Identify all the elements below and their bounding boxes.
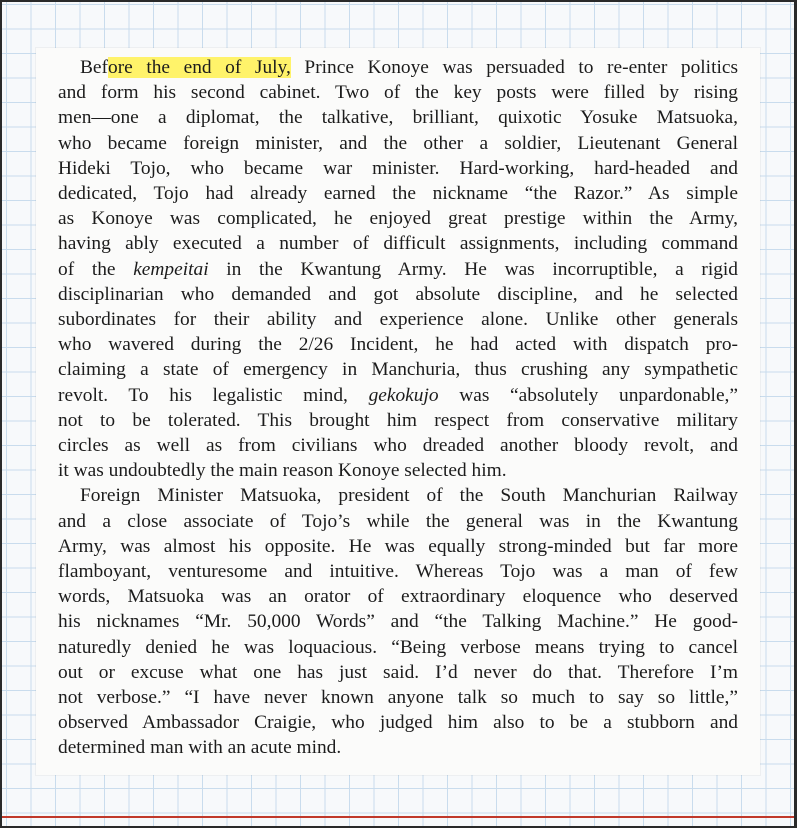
text-line: Before the end of July, Prince Konoye was persuaded to re-enter politics (80, 57, 738, 78)
text-line: men—one a diplomat, the talkative, brilliant, quixotic Yosuke Matsuoka, (58, 107, 738, 129)
text-line: not to be tolerated. This brought him respect from conservative military (58, 409, 738, 431)
text-line: who wavered during the 2/26 Incident, he had acted with dispatch pro- (58, 334, 738, 356)
text-line: not verbose.” “I have never known anyone talk so much to say so little,” (58, 687, 738, 709)
text-line: naturedly denied he was loquacious. “Being verbose means trying to cancel (58, 636, 738, 658)
text-line: circles as well as from civilians who dreaded another bloody revolt, and (58, 435, 738, 457)
text-line: out or excuse what one has just said. I’d never do that. Therefore I’m (58, 661, 738, 683)
text-line: observed Ambassador Craigie, who judged him also to be a stubborn and (58, 712, 738, 734)
text-line: who became foreign minister, and the other a soldier, Lieutenant General (58, 132, 738, 154)
bottom-red-rule (0, 816, 797, 818)
text-line: words, Matsuoka was an orator of extraordinary eloquence who deserved (58, 586, 738, 608)
text-line: claiming a state of emergency in Manchuria, thus crushing any sympathetic (58, 359, 738, 381)
text-line: it was undoubtedly the main reason Konoye selected him. (58, 460, 507, 482)
highlighted-text: ore the end of July, (108, 57, 291, 78)
text-line: of the kempeitai in the Kwantung Army. He was incorruptible, a rigid (58, 258, 738, 280)
book-excerpt (58, 55, 738, 761)
text-line: as Konoye was complicated, he enjoyed great prestige within the Army, (58, 208, 738, 230)
text-line: flamboyant, venturesome and intuitive. Whereas Tojo was a man of few (58, 561, 738, 583)
italic-term: gekokujo (368, 384, 439, 406)
text-line: disciplinarian who demanded and got absolute discipline, and he selected (58, 283, 738, 305)
text-line: Hideki Tojo, who became war minister. Hard-working, hard-headed and (58, 157, 738, 179)
text-line: Foreign Minister Matsuoka, president of the South Manchurian Railway (80, 485, 738, 507)
text-line: revolt. To his legalistic mind, gekokujo was “absolutely unpardonable,” (58, 384, 738, 406)
italic-term: kempeitai (133, 258, 209, 280)
text-line: dedicated, Tojo had already earned the nickname “the Razor.” As simple (58, 183, 738, 205)
paragraph-1 (58, 55, 738, 483)
text-line: Army, was almost his opposite. He was equally strong-minded but far more (58, 535, 738, 557)
text-line: his nicknames “Mr. 50,000 Words” and “the Talking Machine.” He good- (58, 611, 738, 633)
text-line: and form his second cabinet. Two of the key posts were filled by rising (58, 82, 738, 104)
paragraph-2 (58, 483, 738, 760)
text-line: determined man with an acute mind. (58, 737, 342, 759)
text-line: and a close associate of Tojo’s while the general was in the Kwantung (58, 510, 738, 532)
text-line: subordinates for their ability and experience alone. Unlike other generals (58, 309, 738, 331)
text-line: having ably executed a number of difficult assignments, including command (58, 233, 738, 255)
